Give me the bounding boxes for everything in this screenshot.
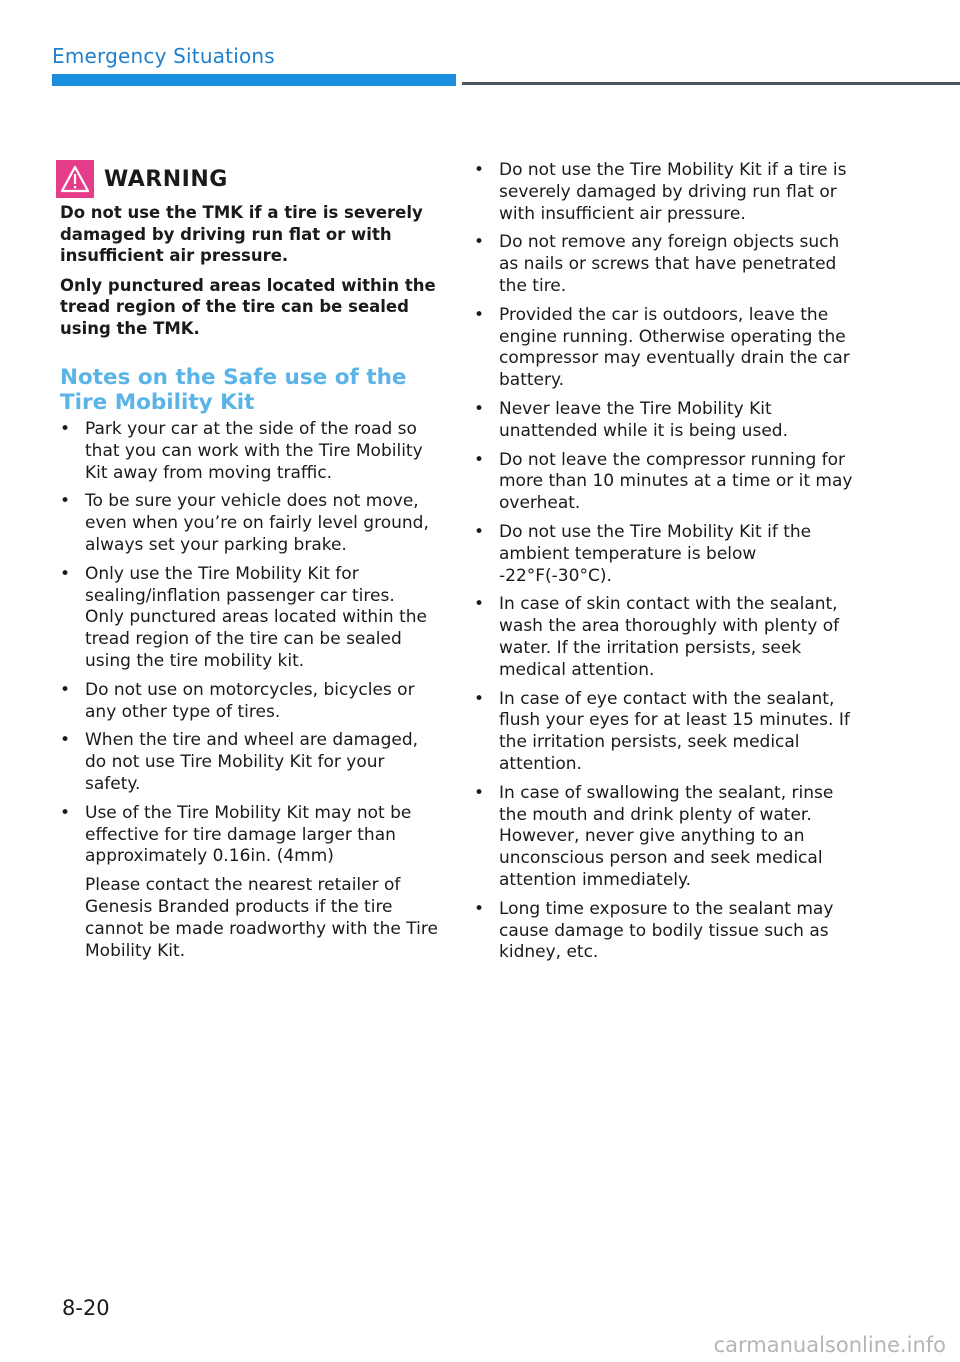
warning-paragraph: Do not use the TMK if a tire is severely damaged by driving run flat or with insufficient air pressure. bbox=[60, 203, 423, 265]
section-heading: Notes on the Safe use of the Tire Mobility Kit bbox=[60, 365, 407, 415]
list-item: • Do not use the Tire Mobility Kit if a tire is severely damaged by driving run flat or with insufficient air pressure. bbox=[474, 160, 860, 225]
left-bullet-list bbox=[60, 419, 438, 868]
header-divider bbox=[462, 82, 960, 85]
list-item: • To be sure your vehicle does not move, even when you’re on fairly level ground, always set your parking brake. bbox=[60, 491, 438, 556]
list-item: • Do not leave the compressor running for more than 10 minutes at a time or it may overheat. bbox=[474, 450, 860, 515]
list-item: • Do not use the Tire Mobility Kit if the ambient temperature is below -22°F(-30°C). bbox=[474, 522, 860, 587]
left-column bbox=[60, 160, 438, 962]
list-item: • Do not use on motorcycles, bicycles or any other type of tires. bbox=[60, 680, 438, 724]
followup-paragraph: Please contact the nearest retailer of Genesis Branded products if the tire cannot be made roadworthy with the Tire Mobility Kit. bbox=[85, 875, 438, 961]
list-item: • In case of eye contact with the sealant, flush your eyes for at least 15 minutes. If the irritation persists, seek medical attention. bbox=[474, 689, 860, 776]
list-item: • Use of the Tire Mobility Kit may not be effective for tire damage larger than approximately 0.16in. (4mm) bbox=[60, 803, 438, 868]
list-item: • Only use the Tire Mobility Kit for sealing/inflation passenger car tires. Only punctured areas located within the tread region of the tire can be sealed using the tire mobility kit. bbox=[60, 564, 438, 673]
list-item: • In case of swallowing the sealant, rinse the mouth and drink plenty of water. However, never give anything to an unconscious person and seek medical attention immediately. bbox=[474, 783, 860, 892]
page-number: 8-20 bbox=[62, 1296, 110, 1320]
right-bullet-list bbox=[474, 160, 860, 964]
list-item: • Park your car at the side of the road so that you can work with the Tire Mobility Kit away from moving traffic. bbox=[60, 419, 438, 484]
warning-box bbox=[60, 160, 438, 339]
list-item: • Provided the car is outdoors, leave the engine running. Otherwise operating the compressor may eventually drain the car battery. bbox=[474, 305, 860, 392]
right-column bbox=[474, 160, 860, 971]
warning-header bbox=[60, 160, 438, 198]
section-title: Emergency Situations bbox=[52, 44, 275, 68]
list-item: • When the tire and wheel are damaged, do not use Tire Mobility Kit for your safety. bbox=[60, 730, 438, 795]
list-item: • In case of skin contact with the sealant, wash the area thoroughly with plenty of water. If the irritation persists, seek medical attention. bbox=[474, 594, 860, 681]
warning-triangle-icon bbox=[56, 160, 94, 198]
header-accent-bar bbox=[52, 74, 456, 86]
list-item: • Never leave the Tire Mobility Kit unattended while it is being used. bbox=[474, 399, 860, 443]
list-item: • Do not remove any foreign objects such as nails or screws that have penetrated the tire. bbox=[474, 232, 860, 297]
warning-paragraph: Only punctured areas located within the tread region of the tire can be sealed using the TMK. bbox=[60, 275, 436, 338]
warning-label: WARNING bbox=[104, 166, 228, 192]
list-item: • Long time exposure to the sealant may cause damage to bodily tissue such as kidney, etc. bbox=[474, 899, 860, 964]
watermark: carmanualsonline.info bbox=[713, 1333, 946, 1357]
